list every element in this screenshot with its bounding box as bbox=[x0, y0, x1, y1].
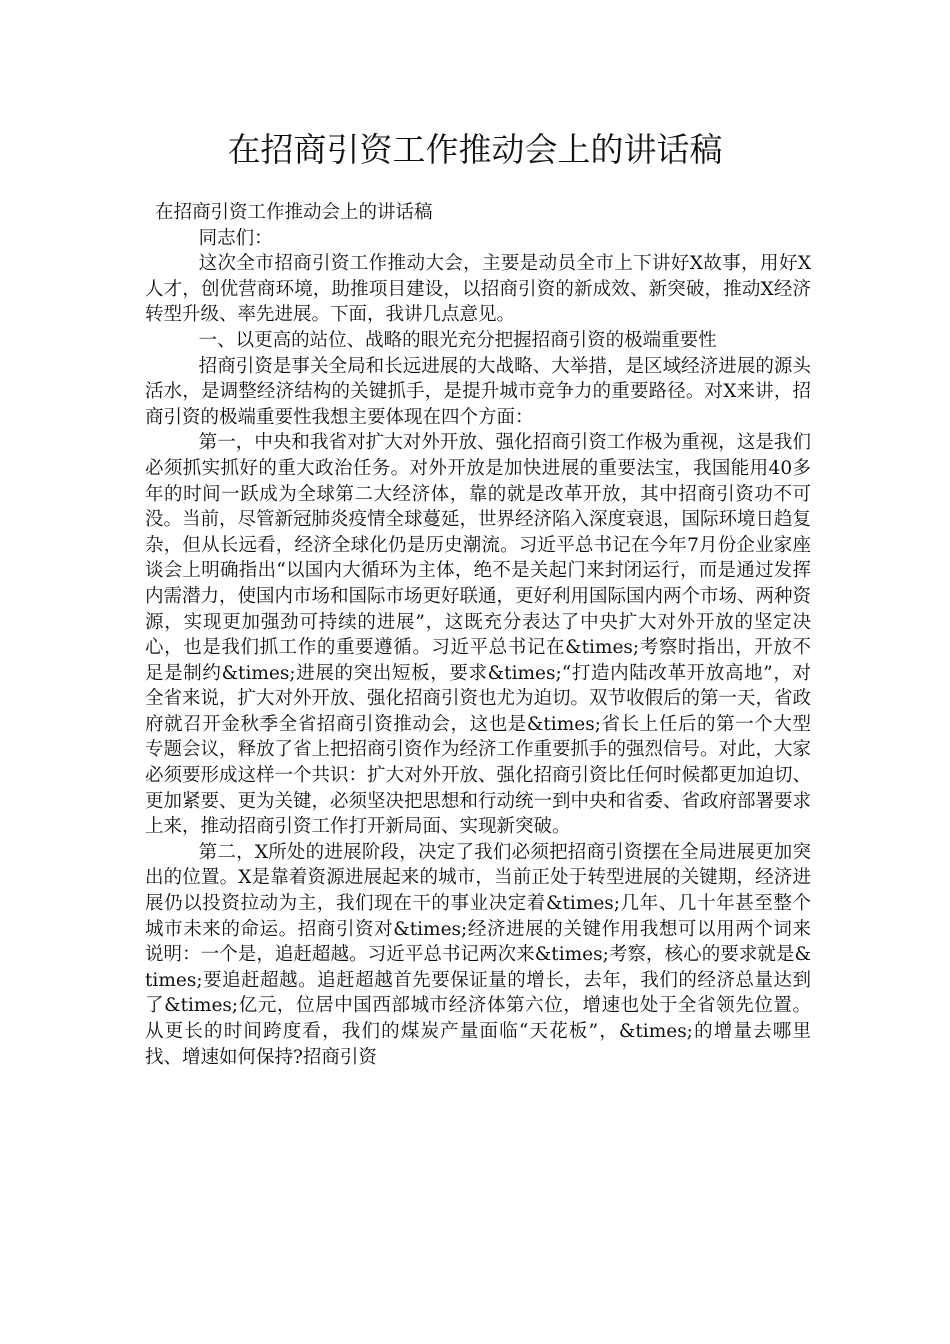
paragraph-point-1: 第一，中央和我省对扩大对外开放、强化招商引资工作极为重视，这是我们必须抓实抓好的重大政治任务。对外开放是加快进展的重要法宝，我国能用40多年的时间一跃成为全球第二大经济体，靠的就是改革开放，其中招商引资功不可没。当前，尽管新冠肺炎疫情全球蔓延，世界经济陷入深度衰退，国际环境日趋复杂，但从长远看，经济全球化仍是历史潮流。习近平总书记在今年7月份企业家座谈会上明确指出“以国内大循环为主体，绝不是关起门来封闭运行，而是通过发挥内需潜力，使国内市场和国际市场更好联通，更好利用国际国内两个市场、两种资源，实现更加强劲可持续的进展”，这既充分表达了中央扩大对外开放的坚定决心，也是我们抓工作的重要遵循。习近平总书记在&times;考察时指出，开放不足是制约&times;进展的突出短板，要求&times;“打造内陆改革开放高地”，对全省来说，扩大对外开放、强化招商引资也尤为迫切。双节收假后的第一天，省政府就召开金秋季全省招商引资推动会，这也是&times;省长上任后的第一个大型专题会议，释放了省上把招商引资作为经济工作重要抓手的强烈信号。对此，大家必须要形成这样一个共识：扩大对外开放、强化招商引资比任何时候都更加迫切、更加紧要、更为关键，必须坚决把思想和行动统一到中央和省委、省政府部署要求上来，推动招商引资工作打开新局面、实现新突破。 bbox=[145, 432, 812, 838]
paragraph-point-2: 第二，X所处的进展阶段，决定了我们必须把招商引资摆在全局进展更加突出的位置。X是靠着资源进展起来的城市，当前正处于转型进展的关键期，经济进展仍以投资拉动为主，我们现在干的事业决定着&times;几年、几十年甚至整个城市未来的命运。招商引资对&times;经济进展的关键作用我想可以用两个词来说明：一个是，追赶超越。习近平总书记两次来&times;考察，核心的要求就是&times;要追赶超越。追赶超越首先要保证量的增长，去年，我们的经济总量达到了&times;亿元，位居中国西部城市经济体第六位，增速也处于全省领先位置。从更长的时间跨度看，我们的煤炭产量面临“天花板”，&times;的增量去哪里找、增速如何保持?招商引资 bbox=[145, 841, 811, 1068]
document-subtitle: 在招商引资工作推动会上的讲话稿 bbox=[155, 202, 433, 223]
paragraph-importance: 招商引资是事关全局和长远进展的大战略、大举措，是区域经济进展的源头活水，是调整经济结构的关键抓手，是提升城市竞争力的重要路径。对X来讲，招商引资的极端重要性我想主要体现在四个方面： bbox=[145, 355, 811, 428]
salutation: 同志们： bbox=[198, 227, 273, 249]
document-body bbox=[145, 200, 811, 1070]
document-title: 在招商引资工作推动会上的讲话稿 bbox=[227, 130, 723, 169]
section-heading-1: 一、以更高的站位、战略的眼光充分把握招商引资的极端重要性 bbox=[198, 329, 717, 351]
paragraph-intro: 这次全市招商引资工作推动大会，主要是动员全市上下讲好X故事，用好X人才，创优营商环境，助推项目建设，以招商引资的新成效、新突破，推动X经济转型升级、率先进展。下面，我讲几点意见。 bbox=[145, 253, 811, 326]
